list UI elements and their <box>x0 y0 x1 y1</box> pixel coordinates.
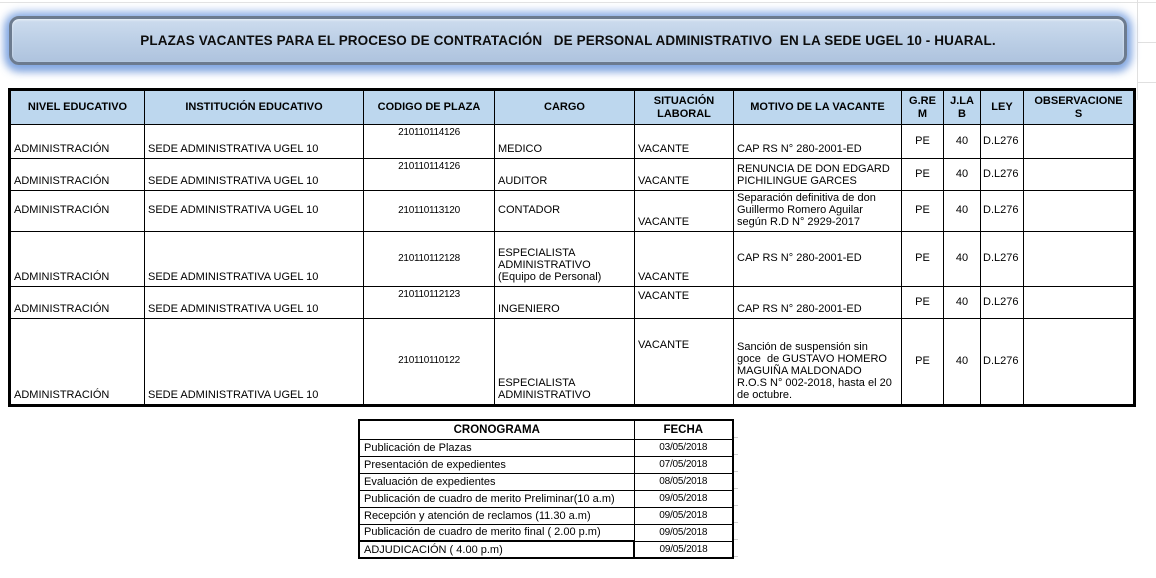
cell-cargo: ESPECIALISTA ADMINISTRATIVO <box>495 319 635 406</box>
page-title: PLAZAS VACANTES PARA EL PROCESO DE CONTRATACIÓN DE PERSONAL ADMINISTRATIVO EN LA SEDE UGEL 10 - HUARAL. <box>140 33 996 48</box>
cell-situacion-laboral: VACANTE <box>635 319 734 406</box>
cell-motivo-vacante: CAP RS N° 280-2001-ED <box>734 287 902 319</box>
cell-observaciones <box>1024 159 1135 191</box>
vacancies-table <box>8 88 1136 407</box>
vacancy-row <box>10 191 1135 232</box>
vacancies-column-header: MOTIVO DE LA VACANTE <box>734 90 902 125</box>
vacancies-column-header: SITUACIÓN LABORAL <box>635 90 734 125</box>
cell-institucion-educativa: SEDE ADMINISTRATIVA UGEL 10 <box>145 191 364 232</box>
cell-situacion-laboral: VACANTE <box>635 232 734 287</box>
cell-grem: PE <box>902 159 944 191</box>
schedule-row <box>359 439 733 456</box>
cell-schedule-activity: Publicación de Plazas <box>359 439 634 456</box>
cell-situacion-laboral: VACANTE <box>635 125 734 159</box>
gridline <box>1137 82 1156 83</box>
cell-motivo-vacante: Separación definitiva de don Guillermo Romero Aguilar según R.D N° 2929-2017 <box>734 191 902 232</box>
cell-institucion-educativa: SEDE ADMINISTRATIVA UGEL 10 <box>145 287 364 319</box>
cell-nivel-educativo: ADMINISTRACIÓN <box>10 232 145 287</box>
gridline <box>1137 0 1138 100</box>
vacancy-row <box>10 232 1135 287</box>
cell-schedule-date: 07/05/2018 <box>634 456 733 473</box>
cell-codigo-de-plaza: 210110112128 <box>364 232 495 287</box>
schedule-row <box>359 507 733 524</box>
cell-schedule-date: 09/05/2018 <box>634 507 733 524</box>
cell-schedule-date: 09/05/2018 <box>634 490 733 507</box>
cell-schedule-activity: Recepción y atención de reclamos (11.30 a.m) <box>359 507 634 524</box>
cell-grem: PE <box>902 287 944 319</box>
schedule-row <box>359 541 733 558</box>
cell-cargo: AUDITOR <box>495 159 635 191</box>
vacancies-header-row <box>10 90 1135 125</box>
schedule-header-row <box>359 420 733 439</box>
vacancy-row <box>10 287 1135 319</box>
cell-jlab: 40 <box>944 125 981 159</box>
schedule-column-header: FECHA <box>634 420 733 439</box>
cell-nivel-educativo: ADMINISTRACIÓN <box>10 159 145 191</box>
cell-jlab: 40 <box>944 232 981 287</box>
cell-schedule-date: 03/05/2018 <box>634 439 733 456</box>
cell-situacion-laboral: VACANTE <box>635 287 734 319</box>
cell-ley: D.L276 <box>981 319 1024 406</box>
schedule-column-header: CRONOGRAMA <box>359 420 634 439</box>
gridline <box>0 2 1156 3</box>
cell-schedule-activity: ADJUDICACIÓN ( 4.00 p.m) <box>359 541 634 558</box>
vacancies-column-header: INSTITUCIÓN EDUCATIVO <box>145 90 364 125</box>
cell-nivel-educativo: ADMINISTRACIÓN <box>10 319 145 406</box>
cell-schedule-date: 08/05/2018 <box>634 473 733 490</box>
cell-motivo-vacante: CAP RS N° 280-2001-ED <box>734 125 902 159</box>
vacancies-column-header: CODIGO DE PLAZA <box>364 90 495 125</box>
cell-grem: PE <box>902 125 944 159</box>
vacancies-column-header: OBSERVACIONES <box>1024 90 1135 125</box>
cell-codigo-de-plaza: 210110113120 <box>364 191 495 232</box>
title-banner <box>9 16 1127 65</box>
cell-schedule-date: 09/05/2018 <box>634 524 733 541</box>
cell-cargo: ESPECIALISTA ADMINISTRATIVO (Equipo de Personal) <box>495 232 635 287</box>
gridline <box>1137 42 1156 43</box>
cell-schedule-activity: Presentación de expedientes <box>359 456 634 473</box>
cell-institucion-educativa: SEDE ADMINISTRATIVA UGEL 10 <box>145 125 364 159</box>
cell-grem: PE <box>902 191 944 232</box>
cell-codigo-de-plaza: 210110114126 <box>364 125 495 159</box>
cell-nivel-educativo: ADMINISTRACIÓN <box>10 191 145 232</box>
schedule-row <box>359 473 733 490</box>
vacancy-row <box>10 159 1135 191</box>
cell-jlab: 40 <box>944 319 981 406</box>
cell-ley: D.L276 <box>981 191 1024 232</box>
vacancy-row <box>10 319 1135 406</box>
cell-ley: D.L276 <box>981 232 1024 287</box>
cell-jlab: 40 <box>944 191 981 232</box>
cell-codigo-de-plaza: 210110114126 <box>364 159 495 191</box>
cell-codigo-de-plaza: 210110112123 <box>364 287 495 319</box>
cell-observaciones <box>1024 191 1135 232</box>
cell-schedule-date: 09/05/2018 <box>634 541 733 558</box>
cell-cargo: INGENIERO <box>495 287 635 319</box>
cell-motivo-vacante: CAP RS N° 280-2001-ED <box>734 232 902 287</box>
cell-jlab: 40 <box>944 159 981 191</box>
vacancies-column-header: CARGO <box>495 90 635 125</box>
cell-motivo-vacante: Sanción de suspensión sin goce de GUSTAVO HOMERO MAGUIÑA MALDONADO R.O.S N° 002-2018, hasta el 20 de octubre. <box>734 319 902 406</box>
cell-institucion-educativa: SEDE ADMINISTRATIVA UGEL 10 <box>145 159 364 191</box>
cell-codigo-de-plaza: 210110110122 <box>364 319 495 406</box>
cell-observaciones <box>1024 287 1135 319</box>
cell-motivo-vacante: RENUNCIA DE DON EDGARD PICHILINGUE GARCES <box>734 159 902 191</box>
cell-nivel-educativo: ADMINISTRACIÓN <box>10 287 145 319</box>
cell-schedule-activity: Publicación de cuadro de merito final ( 2.00 p.m) <box>359 524 634 541</box>
cell-ley: D.L276 <box>981 125 1024 159</box>
vacancies-column-header: LEY <box>981 90 1024 125</box>
vacancies-column-header: J.LAB <box>944 90 981 125</box>
schedule-row <box>359 490 733 507</box>
vacancies-column-header: NIVEL EDUCATIVO <box>10 90 145 125</box>
cell-schedule-activity: Publicación de cuadro de merito Preliminar(10 a.m) <box>359 490 634 507</box>
cell-schedule-activity: Evaluación de expedientes <box>359 473 634 490</box>
cell-observaciones <box>1024 232 1135 287</box>
cell-grem: PE <box>902 232 944 287</box>
cell-nivel-educativo: ADMINISTRACIÓN <box>10 125 145 159</box>
vacancies-column-header: G.REM <box>902 90 944 125</box>
cell-ley: D.L276 <box>981 287 1024 319</box>
cell-cargo: CONTADOR <box>495 191 635 232</box>
schedule-row <box>359 524 733 541</box>
vacancy-row <box>10 125 1135 159</box>
cell-observaciones <box>1024 319 1135 406</box>
cell-jlab: 40 <box>944 287 981 319</box>
cell-institucion-educativa: SEDE ADMINISTRATIVA UGEL 10 <box>145 319 364 406</box>
cell-institucion-educativa: SEDE ADMINISTRATIVA UGEL 10 <box>145 232 364 287</box>
cell-situacion-laboral: VACANTE <box>635 191 734 232</box>
schedule-table <box>358 419 734 559</box>
cell-observaciones <box>1024 125 1135 159</box>
cell-cargo: MEDICO <box>495 125 635 159</box>
schedule-row <box>359 456 733 473</box>
cell-grem: PE <box>902 319 944 406</box>
cell-situacion-laboral: VACANTE <box>635 159 734 191</box>
cell-ley: D.L276 <box>981 159 1024 191</box>
